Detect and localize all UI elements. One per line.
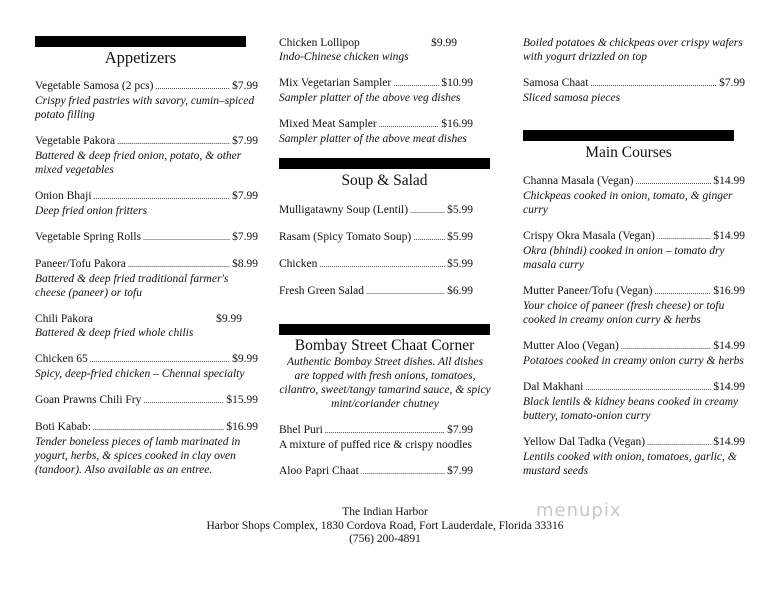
item-price: $14.99 <box>713 175 745 187</box>
menu-item <box>523 76 745 105</box>
item-price: $16.99 <box>713 285 745 297</box>
item-desc: Sliced samosa pieces <box>523 92 621 104</box>
leader-dots <box>143 231 230 245</box>
leader-dots <box>155 80 230 94</box>
item-name: Boti Kabab: <box>35 421 91 433</box>
menu-item <box>523 435 745 478</box>
item-name: Mix Vegetarian Sampler <box>279 77 392 89</box>
item-price: $7.99 <box>232 231 258 243</box>
menu-item <box>35 79 258 122</box>
item-price: $16.99 <box>226 421 258 433</box>
leader-dots <box>621 340 712 354</box>
menu-item <box>35 352 258 381</box>
menu-item <box>279 464 473 479</box>
item-name: Channa Masala (Vegan) <box>523 175 634 187</box>
item-desc: Indo-Chinese chicken wings <box>279 51 409 63</box>
item-desc: Battered & deep fried onion, potato, & other mixed vegetables <box>35 150 242 176</box>
restaurant-address: Harbor Shops Complex, 1830 Cordova Road, Fort Lauderdale, Florida 33316 <box>206 519 564 532</box>
leader-dots <box>94 190 231 204</box>
menu-item <box>279 117 473 146</box>
item-name: Mutter Paneer/Tofu (Vegan) <box>523 285 653 297</box>
item-price: $14.99 <box>713 340 745 352</box>
menu-item <box>279 36 473 64</box>
item-name: Mulligatawny Soup (Lentil) <box>279 204 409 216</box>
item-price: $14.99 <box>713 381 745 393</box>
item-price: $15.99 <box>226 394 258 406</box>
leader-dots <box>117 135 230 149</box>
item-name: Vegetable Samosa (2 pcs) <box>35 80 154 92</box>
leader-dots <box>319 258 445 272</box>
leader-dots <box>636 175 712 189</box>
menu-item <box>35 257 258 300</box>
item-desc: Sampler platter of the above veg dishes <box>279 92 461 104</box>
item-price: $5.99 <box>447 258 473 270</box>
chaat-list-continued <box>523 36 745 117</box>
chaat-intro: Authentic Bombay Street dishes. All dishes are topped with fresh onions, tomatoes, cilantro, sweet/tangy tamarind sauce, & spicy mint/coriander chutney <box>279 356 491 410</box>
watermark-logo: menupix <box>536 500 622 521</box>
section-divider <box>279 324 490 335</box>
item-name: Mixed Meat Sampler <box>279 118 377 130</box>
leader-dots <box>361 465 445 479</box>
item-name: Crispy Okra Masala (Vegan) <box>523 230 655 242</box>
leader-dots <box>366 285 445 299</box>
leader-dots <box>585 381 711 395</box>
menu-item <box>279 230 473 245</box>
leader-dots <box>647 436 711 450</box>
menu-item <box>279 76 473 105</box>
item-name: Chicken 65 <box>35 353 88 365</box>
section-divider <box>279 158 490 169</box>
menu-item <box>523 380 745 423</box>
item-name: Dal Makhani <box>523 381 584 393</box>
item-price: $8.99 <box>232 258 258 270</box>
item-price: $10.99 <box>441 77 473 89</box>
menu-item <box>523 284 745 327</box>
section-divider <box>35 36 246 47</box>
item-name: Aloo Papri Chaat <box>279 465 359 477</box>
chaat-heading: Bombay Street Chaat Corner <box>294 337 475 354</box>
leader-dots <box>143 394 224 408</box>
leader-dots <box>413 231 445 245</box>
item-name: Onion Bhaji <box>35 190 92 202</box>
leader-dots <box>657 230 711 244</box>
item-desc: Spicy, deep-fried chicken – Chennai specialty <box>35 368 245 380</box>
menu-item <box>35 393 258 408</box>
item-desc: Your choice of paneer (fresh cheese) or tofu cooked in creamy onion curry & herbs <box>523 300 725 326</box>
item-name: Samosa Chaat <box>523 77 589 89</box>
item-desc: Battered & deep fried traditional farmer's cheese (paneer) or tofu <box>35 273 229 299</box>
item-desc: A mixture of puffed rice & crispy noodles <box>279 439 473 451</box>
leader-dots <box>393 77 439 91</box>
leader-dots <box>379 118 440 132</box>
item-desc: Chickpeas cooked in onion, tomato, & ginger curry <box>523 190 733 216</box>
item-price: $9.99 <box>216 313 242 325</box>
restaurant-phone: (756) 200-4891 <box>349 533 421 545</box>
menu-item <box>523 339 745 368</box>
menu-item <box>35 230 258 245</box>
menu-item <box>279 284 473 299</box>
menu-item <box>523 174 745 217</box>
menu-item <box>35 189 258 218</box>
item-desc: Crispy fried pastries with savory, cumin–spiced potato filling <box>35 95 255 121</box>
item-desc: Sampler platter of the above meat dishes <box>279 133 467 145</box>
section-divider <box>523 130 734 141</box>
item-price: $7.99 <box>447 424 473 436</box>
menu-item <box>35 420 258 477</box>
chaat-list <box>279 423 473 491</box>
item-name: Rasam (Spicy Tomato Soup) <box>279 231 412 243</box>
item-price: $6.99 <box>447 285 473 297</box>
item-name: Vegetable Spring Rolls <box>35 231 142 243</box>
menu-item <box>35 312 258 340</box>
leader-dots <box>410 204 445 218</box>
appetizers-list <box>35 79 258 489</box>
item-name: Chicken Lollipop <box>279 37 360 49</box>
leader-dots <box>325 424 445 438</box>
item-price: $5.99 <box>447 204 473 216</box>
menu-item <box>279 257 473 272</box>
leader-dots <box>93 421 224 435</box>
item-name: Goan Prawns Chili Fry <box>35 394 142 406</box>
item-desc: Lentils cooked with onion, tomatoes, garlic, & mustard seeds <box>523 451 737 477</box>
menu-item <box>279 423 473 452</box>
soup-salad-heading: Soup & Salad <box>341 172 428 189</box>
item-price: $9.99 <box>431 37 457 49</box>
leader-dots <box>128 258 230 272</box>
item-name: Mutter Aloo (Vegan) <box>523 340 619 352</box>
soup-salad-list <box>279 203 473 311</box>
item-desc: Deep fried onion fritters <box>35 205 148 217</box>
item-price: $7.99 <box>232 190 258 202</box>
item-price: $14.99 <box>713 436 745 448</box>
item-desc: Tender boneless pieces of lamb marinated in yogurt, herbs, & spices cooked in clay oven (tandoor). Also available as an entree. <box>35 436 241 476</box>
item-price: $7.99 <box>719 77 745 89</box>
appetizers-heading: Appetizers <box>104 48 177 67</box>
item-name: Chicken <box>279 258 318 270</box>
item-desc: Potatoes cooked in creamy onion curry & herbs <box>523 355 744 367</box>
menu-item <box>523 229 745 272</box>
item-price: $7.99 <box>447 465 473 477</box>
item-name: Yellow Dal Tadka (Vegan) <box>523 436 646 448</box>
item-price: $14.99 <box>713 230 745 242</box>
main-courses-list <box>523 174 745 490</box>
restaurant-name: The Indian Harbor <box>342 506 428 518</box>
item-price: $5.99 <box>447 231 473 243</box>
leader-dots <box>90 353 230 367</box>
main-courses-heading: Main Courses <box>585 144 672 161</box>
item-name: Bhel Puri <box>279 424 323 436</box>
item-price: $7.99 <box>232 80 258 92</box>
leader-dots <box>654 285 711 299</box>
item-desc: Black lentils & kidney beans cooked in creamy buttery, tomato-onion curry <box>523 396 739 422</box>
item-name: Fresh Green Salad <box>279 285 364 297</box>
aloo-papri-chaat-desc: Boiled potatoes & chickpeas over crispy wafers with yogurt drizzled on top <box>523 37 743 63</box>
item-name: Vegetable Pakora <box>35 135 116 147</box>
leader-dots <box>590 77 717 91</box>
menu-item <box>35 134 258 177</box>
item-desc: Battered & deep fried whole chilis <box>35 327 194 339</box>
more-appetizers-list <box>279 36 473 158</box>
item-name: Chili Pakora <box>35 313 93 325</box>
item-name: Paneer/Tofu Pakora <box>35 258 126 270</box>
item-price: $16.99 <box>441 118 473 130</box>
item-price: $9.99 <box>232 353 258 365</box>
item-price: $7.99 <box>232 135 258 147</box>
menu-item <box>279 203 473 218</box>
item-desc: Okra (bhindi) cooked in onion – tomato dry masala curry <box>523 245 725 271</box>
